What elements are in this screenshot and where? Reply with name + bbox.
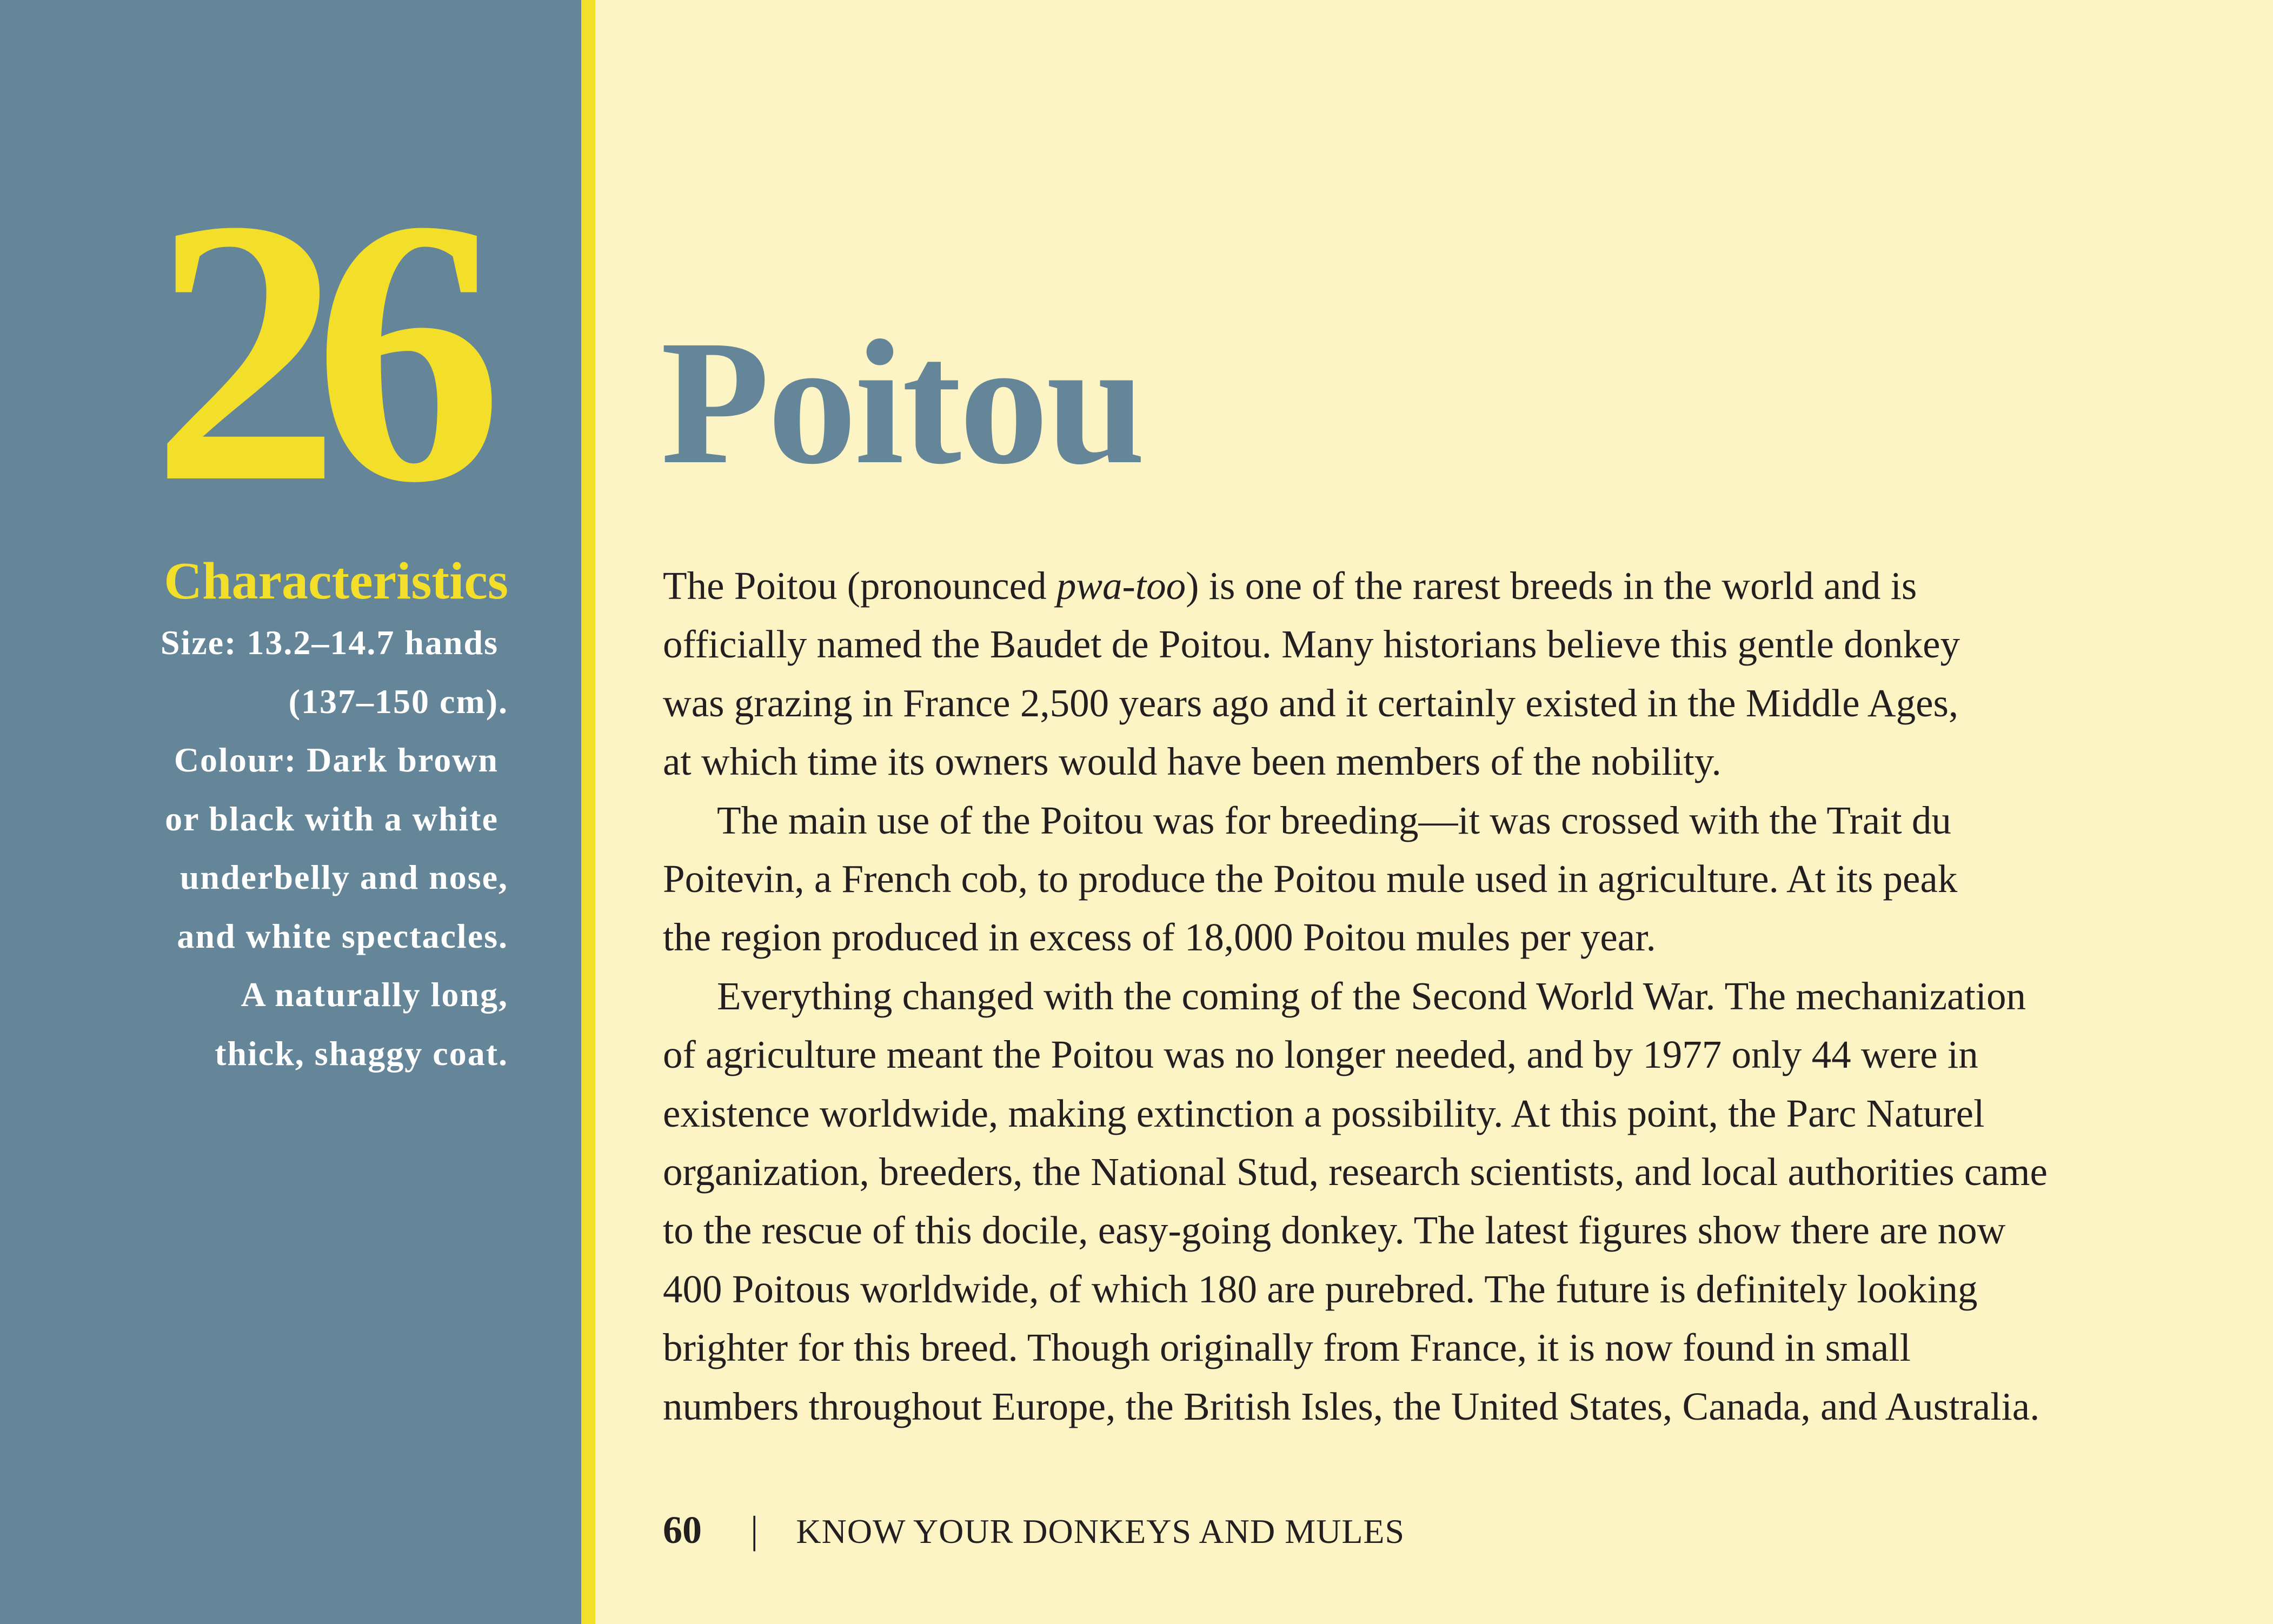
characteristics-heading: Characteristics (164, 552, 508, 610)
characteristic-line: Colour: Dark brown (174, 741, 508, 779)
body-line: the region produced in excess of 18,000 Poitou mules per year. (663, 915, 1656, 960)
body-line: Poitevin, a French cob, to produce the Poitou mule used in agriculture. At its peak (663, 857, 1958, 901)
page-number: 60 (663, 1508, 702, 1552)
body-line: 400 Poitous worldwide, of which 180 are purebred. The future is definitely looking (663, 1267, 1978, 1311)
characteristic-line: A naturally long, (241, 975, 508, 1014)
page-title: Poitou (661, 304, 1144, 501)
paragraph-2 (663, 791, 2123, 967)
body-line: numbers throughout Europe, the British Isles, the United States, Canada, and Australia. (663, 1384, 2040, 1428)
characteristic-line: (137–150 cm). (288, 682, 508, 721)
entry-number: 26 (151, 142, 476, 561)
body-line: to the rescue of this docile, easy-going donkey. The latest figures show there are now (663, 1208, 2006, 1253)
footer-separator: | (750, 1508, 759, 1552)
characteristic-line: and white spectacles. (177, 916, 508, 955)
characteristics-box (108, 549, 508, 1083)
characteristic-line: Size: 13.2–14.7 hands (160, 623, 508, 662)
page-footer (663, 1503, 1405, 1559)
body-line: at which time its owners would have been members of the nobility. (663, 740, 1722, 784)
body-line: of agriculture meant the Poitou was no longer needed, and by 1977 only 44 were in (663, 1033, 1978, 1077)
paragraph-1 (663, 615, 2123, 791)
yellow-divider-stripe (581, 0, 595, 1624)
characteristic-line: or black with a white (165, 799, 508, 838)
body-line: brighter for this breed. Though originally from France, it is now found in small (663, 1326, 1911, 1370)
characteristic-line: thick, shaggy coat. (215, 1034, 508, 1073)
body-line: officially named the Baudet de Poitou. Many historians believe this gentle donkey (663, 622, 1960, 667)
body-line (663, 557, 2123, 615)
body-line: Everything changed with the coming of the Second World War. The mechanization (717, 974, 2026, 1018)
text-segment: ) is one of the rarest breeds in the world and is (1186, 564, 1917, 608)
running-title: KNOW YOUR DONKEYS AND MULES (796, 1512, 1405, 1550)
body-text (663, 557, 2123, 1436)
body-line: organization, breeders, the National Stud, research scientists, and local authorities came (663, 1150, 2048, 1194)
body-line: existence worldwide, making extinction a possibility. At this point, the Parc Naturel (663, 1091, 1985, 1135)
body-line: was grazing in France 2,500 years ago and it certainly existed in the Middle Ages, (663, 681, 1959, 725)
paragraph-3 (663, 967, 2123, 1436)
text-segment: The Poitou (pronounced (663, 564, 1056, 608)
characteristics-list (108, 614, 508, 1083)
characteristic-line: underbelly and nose, (180, 858, 508, 896)
pronunciation: pwa-too (1056, 564, 1186, 608)
body-line: The main use of the Poitou was for breeding—it was crossed with the Trait du (717, 798, 1951, 842)
